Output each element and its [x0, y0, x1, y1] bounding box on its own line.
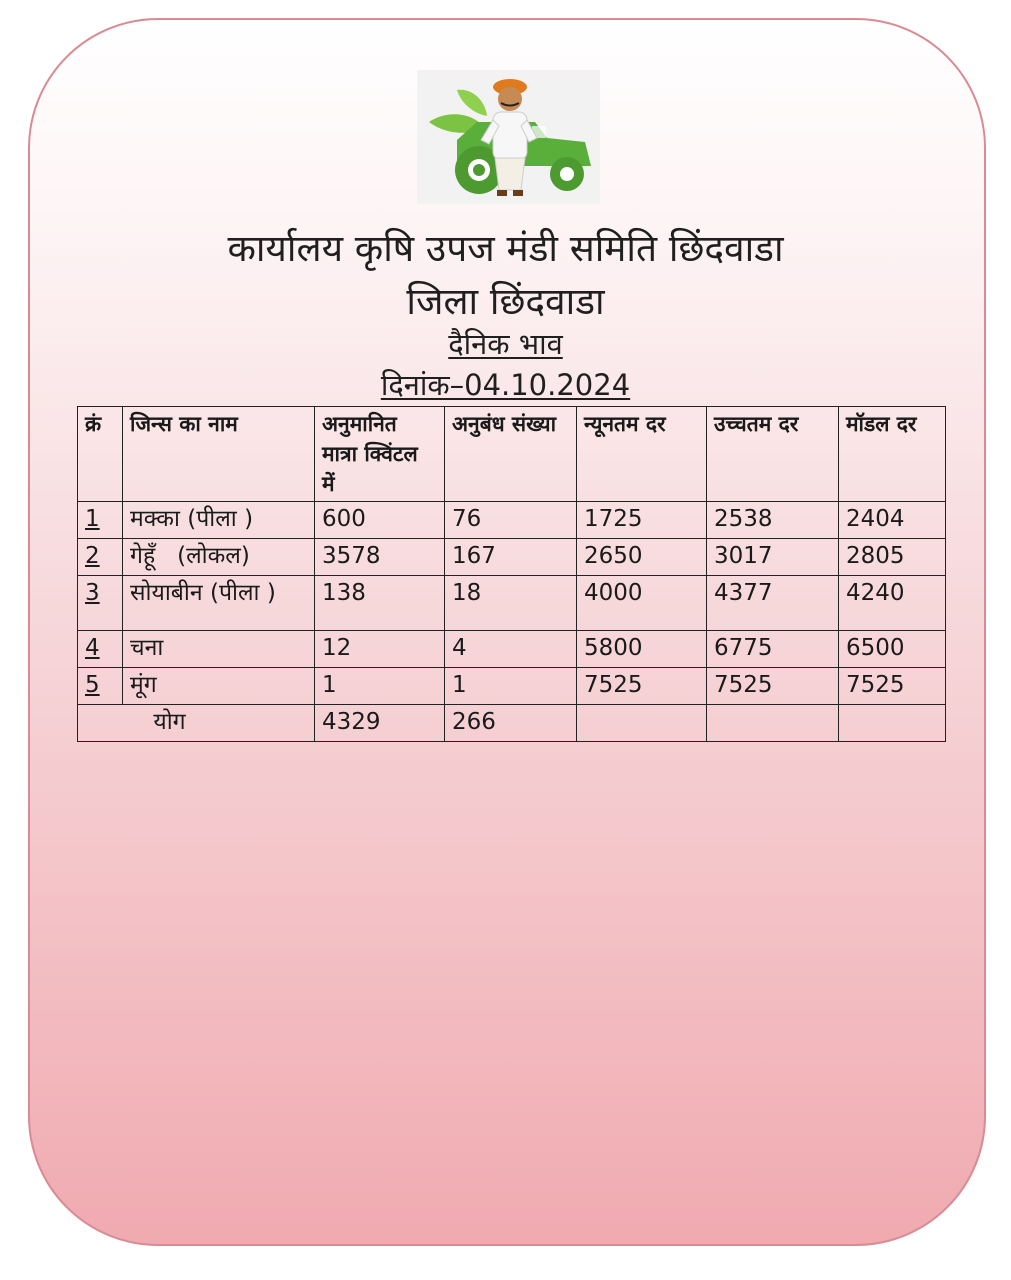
row-min-rate: 4000	[577, 576, 707, 631]
row-commodity: सोयाबीन (पीला )	[123, 576, 315, 631]
row-quantity: 600	[315, 502, 445, 539]
row-contracts: 76	[445, 502, 577, 539]
col-header-modal-rate: मॉडल दर	[839, 407, 946, 502]
report-date	[0, 367, 1011, 403]
row-max-rate: 4377	[707, 576, 839, 631]
row-modal-rate: 4240	[839, 576, 946, 631]
row-max-rate: 3017	[707, 539, 839, 576]
row-sno: 3	[85, 580, 100, 606]
row-min-rate: 7525	[577, 668, 707, 705]
rates-table	[77, 406, 946, 742]
empty-cell	[707, 705, 839, 742]
report-date-text: दिनांक–04.10.2024	[380, 368, 631, 402]
col-header-quantity: अनुमानित मात्रा क्विंटल में	[315, 407, 445, 502]
row-quantity: 12	[315, 631, 445, 668]
empty-cell	[839, 705, 946, 742]
row-max-rate: 2538	[707, 502, 839, 539]
total-label: योग	[78, 705, 315, 742]
row-contracts: 4	[445, 631, 577, 668]
table-row	[78, 502, 946, 539]
row-commodity: मूंग	[123, 668, 315, 705]
row-sno: 4	[85, 635, 100, 661]
total-quantity: 4329	[315, 705, 445, 742]
table-header-row	[78, 407, 946, 502]
row-modal-rate: 7525	[839, 668, 946, 705]
col-header-max-rate: उच्चतम दर	[707, 407, 839, 502]
farmer-tractor-logo	[417, 70, 600, 204]
row-commodity: चना	[123, 631, 315, 668]
row-contracts: 1	[445, 668, 577, 705]
table-row	[78, 539, 946, 576]
table-total-row	[78, 705, 946, 742]
col-header-commodity: जिन्स का नाम	[123, 407, 315, 502]
row-modal-rate: 2404	[839, 502, 946, 539]
row-quantity: 3578	[315, 539, 445, 576]
row-quantity: 1	[315, 668, 445, 705]
report-title-text: दैनिक भाव	[448, 327, 563, 361]
office-title: कार्यालय कृषि उपज मंडी समिति छिंदवाडा	[227, 227, 784, 270]
col-header-min-rate: न्यूनतम दर	[577, 407, 707, 502]
row-contracts: 167	[445, 539, 577, 576]
row-modal-rate: 6500	[839, 631, 946, 668]
farmer-tractor-icon	[417, 70, 600, 204]
row-modal-rate: 2805	[839, 539, 946, 576]
report-title	[0, 326, 1011, 362]
row-min-rate: 1725	[577, 502, 707, 539]
table-row	[78, 631, 946, 668]
empty-cell	[577, 705, 707, 742]
row-min-rate: 2650	[577, 539, 707, 576]
total-contracts: 266	[445, 705, 577, 742]
row-quantity: 138	[315, 576, 445, 631]
table-row	[78, 668, 946, 705]
row-sno: 2	[85, 543, 100, 569]
district-title: जिला छिंदवाडा	[406, 280, 605, 323]
row-contracts: 18	[445, 576, 577, 631]
row-commodity: मक्का (पीला )	[123, 502, 315, 539]
col-header-sno: क्रं	[78, 407, 123, 502]
col-header-contracts: अनुबंध संख्या	[445, 407, 577, 502]
row-sno: 5	[85, 672, 100, 698]
row-max-rate: 7525	[707, 668, 839, 705]
row-max-rate: 6775	[707, 631, 839, 668]
row-commodity: गेहूँ (लोकल)	[123, 539, 315, 576]
row-min-rate: 5800	[577, 631, 707, 668]
row-sno: 1	[85, 506, 100, 532]
table-row	[78, 576, 946, 631]
